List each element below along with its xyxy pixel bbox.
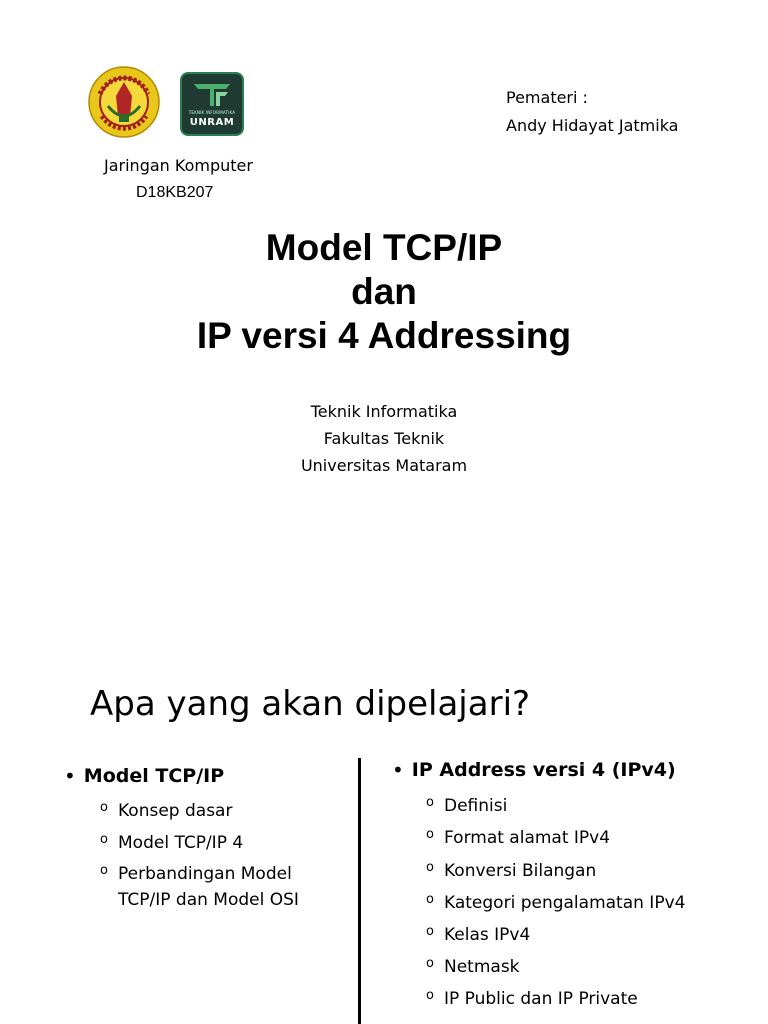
list-item-continuation: TCP/IP dan Model OSI [118, 890, 299, 910]
institution-line: Teknik Informatika [310, 402, 458, 421]
circle-bullet-icon: o [426, 860, 434, 875]
list-item: o Format alamat IPv4 [426, 827, 611, 848]
title-line: dan [351, 271, 417, 312]
circle-bullet-icon: o [100, 832, 108, 847]
left-column [64, 764, 224, 788]
column-divider [358, 758, 361, 1024]
list-item: o IP Public dan IP Private [426, 988, 638, 1009]
circle-bullet-icon: o [426, 827, 434, 842]
list-item: o Definisi [426, 795, 508, 816]
institution-line: Fakultas Teknik [323, 429, 445, 448]
presenter-label: Pemateri : [506, 88, 588, 107]
course-code: D18KB207 [136, 184, 214, 201]
circle-bullet-icon: o [426, 988, 434, 1003]
circle-bullet-icon: o [426, 892, 434, 907]
title-line: IP versi 4 Addressing [196, 315, 572, 356]
left-heading-text: Model TCP/IP [83, 765, 225, 787]
right-column [392, 758, 676, 782]
logo-name-text: UNRAM [189, 117, 235, 128]
bullet-icon: • [64, 764, 76, 788]
outline-slide [0, 640, 768, 1024]
circle-bullet-icon: o [426, 924, 434, 939]
presenter-name: Andy Hidayat Jatmika [506, 116, 679, 135]
left-heading [64, 764, 224, 788]
universitas-mataram-logo [88, 66, 160, 138]
right-heading [392, 758, 676, 782]
course-name: Jaringan Komputer [104, 156, 253, 175]
list-item: o Kelas IPv4 [426, 924, 531, 945]
institution-line: Universitas Mataram [300, 456, 468, 475]
circle-bullet-icon: o [100, 800, 108, 815]
slide-title [0, 226, 768, 358]
bullet-icon: • [392, 758, 404, 782]
logo-small-text: TEKNIK INFORMATIKA [188, 110, 236, 115]
circle-bullet-icon: o [426, 795, 434, 810]
outline-title: Apa yang akan dipelajari? [90, 684, 531, 724]
list-item: o Netmask [426, 956, 520, 977]
list-item: o Perbandingan Model [100, 863, 292, 884]
right-heading-text: IP Address versi 4 (IPv4) [411, 759, 676, 781]
title-line: Model TCP/IP [265, 227, 503, 268]
list-item: o Kategori pengalamatan IPv4 [426, 892, 686, 913]
circle-bullet-icon: o [100, 863, 108, 878]
institution-block [0, 398, 768, 479]
list-item: o Model TCP/IP 4 [100, 832, 244, 853]
teknik-informatika-unram-logo [180, 72, 244, 136]
list-item: o Konversi Bilangan [426, 860, 597, 881]
list-item: o Konsep dasar [100, 800, 233, 821]
circle-bullet-icon: o [426, 956, 434, 971]
